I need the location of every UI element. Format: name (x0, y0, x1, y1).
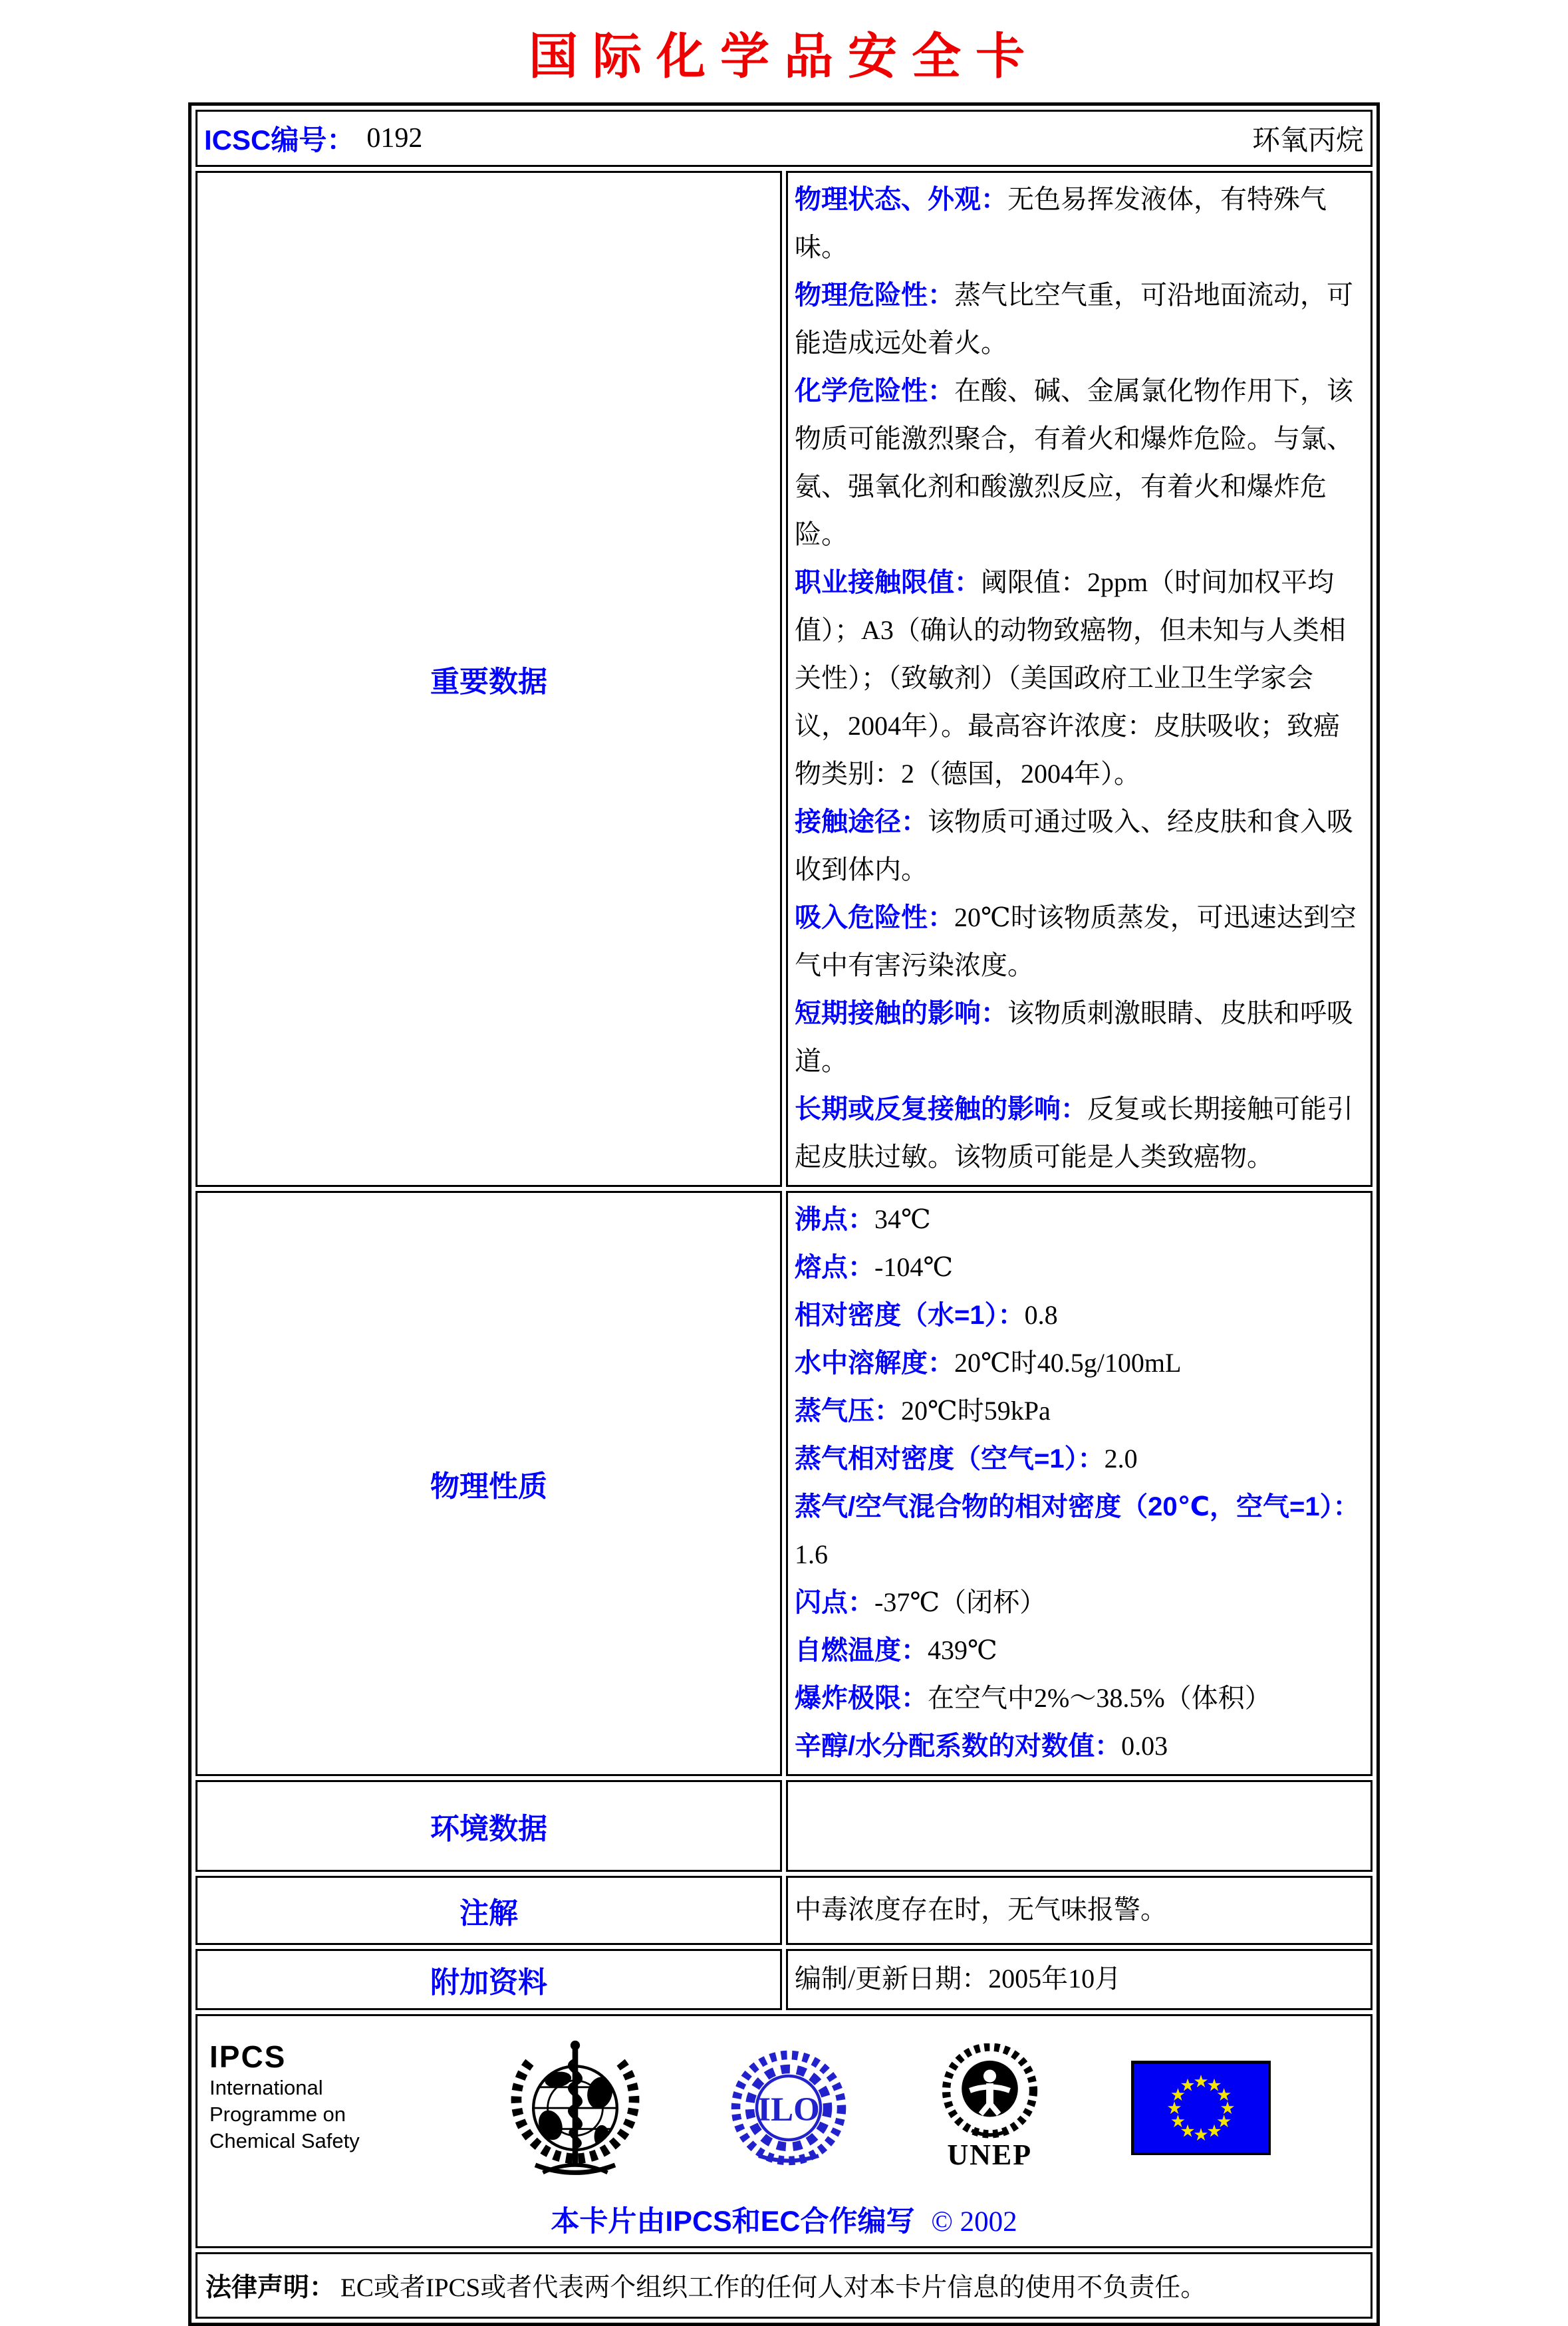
field-boiling-point-label: 沸点： (795, 1205, 874, 1234)
ipcs-line-2: Programme on (209, 2103, 346, 2126)
field-occupational-exposure-limits-label: 职业接触限值： (795, 568, 981, 597)
field-vapor-pressure-label: 蒸气压： (795, 1396, 901, 1426)
field-vapor-air-mixture-density-text: 1.6 (795, 1539, 828, 1569)
field-octanol-water-partition-text: 0.03 (1121, 1731, 1168, 1761)
field-vapor-air-mixture-density (795, 1483, 1363, 1579)
legal-cell (196, 2252, 1372, 2319)
section-label-notes: 注解 (196, 1876, 782, 1945)
field-physical-state (795, 176, 1363, 271)
field-long-term-effects (795, 1085, 1363, 1181)
svg-text:★: ★ (1216, 2111, 1232, 2132)
icsc-number-group (204, 118, 422, 158)
field-explosive-limits (795, 1674, 1363, 1722)
field-physical-hazards-text: 蒸气比空气重，可沿地面流动，可能造成远处着火。 (795, 280, 1353, 358)
ilo-icon (729, 2048, 849, 2168)
field-inhalation-risk-label: 吸入危险性： (795, 903, 954, 932)
field-short-term-effects (795, 989, 1363, 1085)
field-melting-point-label: 熔点： (795, 1253, 874, 1282)
field-octanol-water-partition (795, 1722, 1363, 1770)
notes-text: 中毒浓度存在时，无气味报警。 (795, 1894, 1167, 1924)
field-long-term-effects-text: 反复或长期接触可能引起皮肤过敏。该物质可能是人类致癌物。 (795, 1094, 1353, 1172)
svg-text:★: ★ (1216, 2085, 1232, 2105)
legal-label: 法律声明： (205, 2273, 336, 2302)
field-relative-density (795, 1291, 1363, 1339)
svg-text:★: ★ (1206, 2075, 1222, 2095)
field-exposure-routes-text: 该物质可通过吸入、经皮肤和食入吸收到体内。 (795, 807, 1353, 884)
unep-icon (935, 2043, 1045, 2172)
svg-text:★: ★ (1170, 2085, 1186, 2105)
section-content-environmental-data (786, 1780, 1372, 1872)
field-chemical-hazards-label: 化学危险性： (795, 376, 954, 406)
copyright-text: 本卡片由IPCS和EC合作编写 (551, 2206, 915, 2238)
ipcs-title: IPCS (209, 2039, 287, 2074)
row-logos (196, 2014, 1372, 2248)
unep-wordmark: UNEP (947, 2138, 1033, 2171)
field-inhalation-risk (795, 894, 1363, 989)
header-cell (196, 110, 1372, 167)
svg-text:★: ★ (1193, 2125, 1209, 2145)
field-water-solubility-text: 20℃时40.5g/100mL (954, 1348, 1182, 1378)
page-title: 国际化学品安全卡 (529, 28, 1039, 85)
ipcs-line-1: International (209, 2076, 323, 2099)
svg-text:★: ★ (1180, 2121, 1196, 2142)
field-exposure-routes-label: 接触途径： (795, 807, 928, 837)
field-physical-state-text: 无色易挥发液体，有特殊气味。 (795, 184, 1327, 262)
logos-cell (196, 2014, 1372, 2248)
svg-text:★: ★ (1206, 2121, 1222, 2142)
field-water-solubility-label: 水中溶解度： (795, 1349, 954, 1378)
field-water-solubility (795, 1339, 1363, 1387)
icsc-card-table (188, 102, 1380, 2326)
chemical-name: 环氧丙烷 (1251, 126, 1364, 156)
section-label-environmental-data: 环境数据 (196, 1780, 782, 1872)
field-melting-point-text: -104℃ (874, 1252, 954, 1282)
row-additional-info (196, 1949, 1372, 2010)
additional-info-text: 编制/更新日期：2005年10月 (795, 1964, 1122, 1994)
row-legal (196, 2252, 1372, 2319)
ilo-letters: ILO (757, 2091, 820, 2129)
row-important-data (196, 171, 1372, 1187)
copyright-line (197, 2199, 1371, 2240)
field-occupational-exposure-limits (795, 559, 1363, 798)
field-boiling-point (795, 1196, 1363, 1243)
field-physical-state-label: 物理状态、外观： (795, 185, 1007, 214)
field-vapor-relative-density-label: 蒸气相对密度（空气=1）： (795, 1444, 1105, 1474)
svg-text:★: ★ (1193, 2071, 1209, 2092)
field-vapor-pressure (795, 1387, 1363, 1435)
eu-flag-icon (1131, 2061, 1271, 2155)
field-explosive-limits-text: 在空气中2%～38.5%（体积） (928, 1683, 1271, 1713)
field-occupational-exposure-limits-text: 阈限值：2ppm（时间加权平均值）；A3（确认的动物致癌物，但未知与人类相关性）；（致敏剂）（美国政府工业卫生学家会议，2004年）。最高容许浓度：皮肤吸收；致癌物类别：2（德国，2004年）。 (795, 567, 1346, 789)
field-short-term-effects-text: 该物质刺激眼睛、皮肤和呼吸道。 (795, 998, 1353, 1076)
section-content-additional-info (786, 1949, 1372, 2010)
field-flash-point (795, 1579, 1363, 1626)
section-content-important-data (786, 171, 1372, 1187)
ipcs-wordmark (209, 2039, 422, 2154)
section-label-additional-info: 附加资料 (196, 1949, 782, 2010)
field-autoignition-temperature-label: 自燃温度： (795, 1636, 928, 1665)
section-content-physical-properties (786, 1191, 1372, 1776)
row-environmental-data (196, 1780, 1372, 1872)
legal-text: EC或者IPCS或者代表两个组织工作的任何人对本卡片信息的使用不负责任。 (340, 2273, 1207, 2302)
field-relative-density-label: 相对密度（水=1）： (795, 1301, 1025, 1330)
who-icon (509, 2033, 642, 2182)
copyright-year: © 2002 (931, 2206, 1017, 2238)
field-chemical-hazards (795, 367, 1363, 559)
field-boiling-point-text: 34℃ (874, 1204, 931, 1234)
icsc-number-value: 0192 (366, 123, 423, 154)
icsc-number-label: ICSC编号： (204, 124, 355, 156)
section-content-notes (786, 1876, 1372, 1945)
page (0, 17, 1568, 2302)
field-explosive-limits-label: 爆炸极限： (795, 1684, 928, 1713)
field-flash-point-label: 闪点： (795, 1588, 874, 1617)
field-relative-density-text: 0.8 (1024, 1300, 1058, 1330)
section-label-important-data: 重要数据 (196, 171, 782, 1187)
ipcs-line-3: Chemical Safety (209, 2129, 360, 2152)
field-physical-hazards (795, 271, 1363, 367)
field-chemical-hazards-text: 在酸、碱、金属氯化物作用下，该物质可能激烈聚合，有着火和爆炸危险。与氯、氨、强氧化剂和酸激烈反应，有着火和爆炸危险。 (795, 376, 1353, 549)
field-octanol-water-partition-label: 辛醇/水分配系数的对数值： (795, 1732, 1122, 1761)
section-label-physical-properties: 物理性质 (196, 1191, 782, 1776)
field-exposure-routes (795, 798, 1363, 894)
row-notes (196, 1876, 1372, 1945)
field-vapor-relative-density-text: 2.0 (1104, 1444, 1138, 1474)
field-flash-point-text: -37℃（闭杯） (874, 1587, 1047, 1617)
field-physical-hazards-label: 物理危险性： (795, 281, 954, 310)
field-melting-point (795, 1243, 1363, 1291)
logos-strip (197, 2025, 1371, 2186)
svg-text:★: ★ (1180, 2075, 1196, 2095)
field-autoignition-temperature-text: 439℃ (928, 1635, 997, 1665)
field-long-term-effects-label: 长期或反复接触的影响： (795, 1095, 1087, 1124)
field-inhalation-risk-text: 20℃时该物质蒸发，可迅速达到空气中有害污染浓度。 (795, 902, 1357, 980)
field-vapor-pressure-text: 20℃时59kPa (901, 1396, 1051, 1426)
field-short-term-effects-label: 短期接触的影响： (795, 999, 1007, 1028)
svg-text:★: ★ (1170, 2111, 1186, 2132)
field-vapor-relative-density (795, 1435, 1363, 1483)
field-vapor-air-mixture-density-label: 蒸气/空气混合物的相对密度（20℃，空气=1）： (795, 1492, 1360, 1521)
row-header (196, 110, 1372, 167)
svg-text:★: ★ (1166, 2098, 1182, 2119)
svg-text:★: ★ (1220, 2098, 1236, 2119)
row-physical-properties (196, 1191, 1372, 1776)
field-autoignition-temperature (795, 1626, 1363, 1674)
